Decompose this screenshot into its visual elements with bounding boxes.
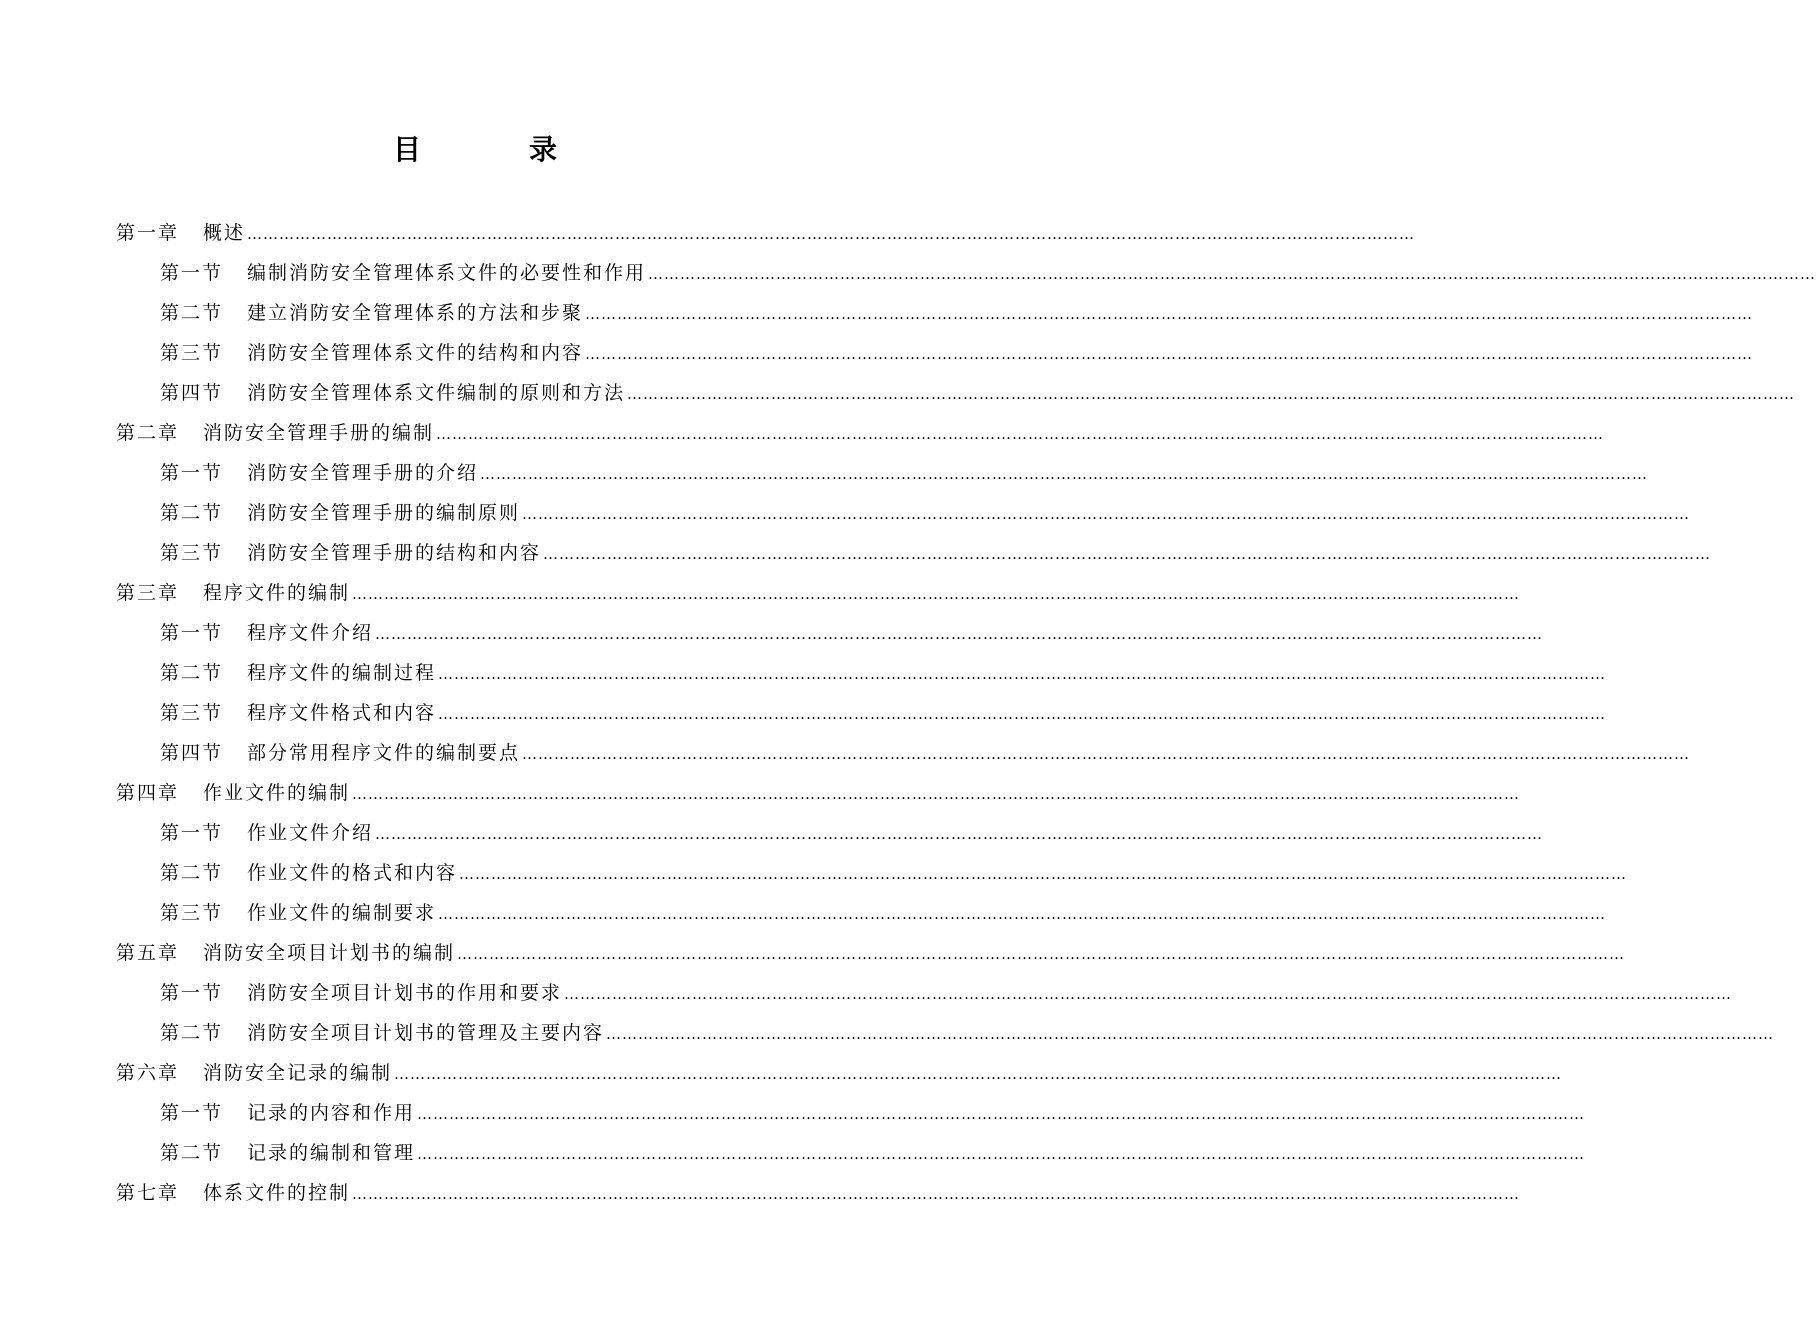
dot-leader: ………………………………………………………………………………………………………………………………………………………………………………………………… [522,505,1691,523]
section-title: 消防安全管理体系文件编制的原则和方法 [247,382,626,404]
toc-section-entry[interactable] [160,893,1607,933]
section-title: 建立消防安全管理体系的方法和步聚 [247,302,584,324]
section-number: 第一节 [160,822,224,844]
toc-chapter-entry[interactable] [116,213,1416,253]
chapter-title: 消防安全项目计划书的编制 [203,942,456,964]
section-number: 第二节 [160,502,224,524]
dot-leader: ………………………………………………………………………………………………………………………………………………………………………………………………… [375,825,1544,843]
chapter-title: 体系文件的控制 [203,1182,351,1204]
section-title: 消防安全项目计划书的作用和要求 [247,982,563,1004]
toc-section-entry[interactable] [160,813,1544,853]
toc-section-entry[interactable] [160,253,1816,293]
toc-chapter-entry[interactable] [116,1053,1563,1093]
dot-leader: ………………………………………………………………………………………………………………………………………………………………………………………………… [459,865,1628,883]
section-number: 第二节 [160,662,224,684]
toc-section-entry[interactable] [160,1013,1775,1053]
section-title: 作业文件介绍 [247,822,374,844]
dot-leader: ………………………………………………………………………………………………………………………………………………………………………………………………… [352,1185,1521,1203]
chapter-title: 消防安全管理手册的编制 [203,422,435,444]
section-number: 第一节 [160,262,224,284]
toc-section-entry[interactable] [160,693,1607,733]
dot-leader: ………………………………………………………………………………………………………………………………………………………………………………………………… [585,345,1754,363]
dot-leader: ………………………………………………………………………………………………………………………………………………………………………………………………… [417,1105,1586,1123]
section-number: 第二节 [160,302,224,324]
section-number: 第三节 [160,542,224,564]
chapter-title: 作业文件的编制 [203,782,351,804]
dot-leader: ………………………………………………………………………………………………………………………………………………………………………………………………… [522,745,1691,763]
section-title: 程序文件介绍 [247,622,374,644]
toc-section-entry[interactable] [160,493,1691,533]
page-title: 目 录 [392,133,597,166]
dot-leader: ………………………………………………………………………………………………………………………………………………………………………………………………… [585,305,1754,323]
toc-chapter-entry[interactable] [116,933,1626,973]
dot-leader: ………………………………………………………………………………………………………………………………………………………………………………………………… [247,225,1416,243]
chapter-title: 概述 [203,222,246,244]
toc-chapter-entry[interactable] [116,773,1521,813]
section-number: 第三节 [160,902,224,924]
dot-leader: ………………………………………………………………………………………………………………………………………………………………………………………………… [438,905,1607,923]
dot-leader: ………………………………………………………………………………………………………………………………………………………………………………………………… [436,425,1605,443]
section-title: 程序文件的编制过程 [247,662,437,684]
dot-leader: ………………………………………………………………………………………………………………………………………………………………………………………………… [457,945,1626,963]
dot-leader: ………………………………………………………………………………………………………………………………………………………………………………………………… [438,665,1607,683]
dot-leader: ………………………………………………………………………………………………………………………………………………………………………………………………… [627,385,1796,403]
dot-leader: ………………………………………………………………………………………………………………………………………………………………………………………………… [648,265,1816,283]
chapter-number: 第六章 [116,1062,180,1084]
dot-leader: ………………………………………………………………………………………………………………………………………………………………………………………………… [480,465,1649,483]
section-title: 作业文件的编制要求 [247,902,437,924]
toc-section-entry[interactable] [160,733,1691,773]
toc-section-entry[interactable] [160,293,1754,333]
dot-leader: ………………………………………………………………………………………………………………………………………………………………………………………………… [417,1145,1586,1163]
toc-chapter-entry[interactable] [116,1173,1521,1213]
section-title: 消防安全管理体系文件的结构和内容 [247,342,584,364]
dot-leader: ………………………………………………………………………………………………………………………………………………………………………………………………… [352,785,1521,803]
dot-leader: ………………………………………………………………………………………………………………………………………………………………………………………………… [606,1025,1775,1043]
toc-section-entry[interactable] [160,1133,1586,1173]
section-title: 记录的内容和作用 [247,1102,416,1124]
chapter-number: 第七章 [116,1182,180,1204]
section-title: 消防安全管理手册的介绍 [247,462,479,484]
toc-section-entry[interactable] [160,653,1607,693]
section-number: 第一节 [160,462,224,484]
section-title: 记录的编制和管理 [247,1142,416,1164]
dot-leader: ………………………………………………………………………………………………………………………………………………………………………………………………… [543,545,1712,563]
toc-section-entry[interactable] [160,1093,1586,1133]
section-title: 消防安全管理手册的编制原则 [247,502,521,524]
chapter-title: 程序文件的编制 [203,582,351,604]
toc-section-entry[interactable] [160,373,1796,413]
toc-chapter-entry[interactable] [116,573,1521,613]
dot-leader: ………………………………………………………………………………………………………………………………………………………………………………………………… [564,985,1733,1003]
toc-section-entry[interactable] [160,973,1733,1013]
dot-leader: ………………………………………………………………………………………………………………………………………………………………………………………………… [438,705,1607,723]
toc-section-entry[interactable] [160,613,1544,653]
chapter-number: 第三章 [116,582,180,604]
section-title: 作业文件的格式和内容 [247,862,458,884]
toc-section-entry[interactable] [160,453,1649,493]
section-title: 消防安全项目计划书的管理及主要内容 [247,1022,605,1044]
section-number: 第三节 [160,342,224,364]
section-number: 第四节 [160,382,224,404]
section-title: 编制消防安全管理体系文件的必要性和作用 [247,262,647,284]
chapter-title: 消防安全记录的编制 [203,1062,393,1084]
dot-leader: ………………………………………………………………………………………………………………………………………………………………………………………………… [352,585,1521,603]
dot-leader: ………………………………………………………………………………………………………………………………………………………………………………………………… [394,1065,1563,1083]
chapter-number: 第四章 [116,782,180,804]
toc-chapter-entry[interactable] [116,413,1605,453]
section-number: 第一节 [160,982,224,1004]
section-number: 第二节 [160,1022,224,1044]
chapter-number: 第二章 [116,422,180,444]
toc-section-entry[interactable] [160,333,1754,373]
section-number: 第二节 [160,862,224,884]
chapter-number: 第五章 [116,942,180,964]
section-title: 程序文件格式和内容 [247,702,437,724]
toc-section-entry[interactable] [160,533,1712,573]
section-number: 第二节 [160,1142,224,1164]
toc-section-entry[interactable] [160,853,1628,893]
chapter-number: 第一章 [116,222,180,244]
section-number: 第一节 [160,622,224,644]
section-number: 第四节 [160,742,224,764]
section-title: 部分常用程序文件的编制要点 [247,742,521,764]
section-number: 第三节 [160,702,224,724]
section-title: 消防安全管理手册的结构和内容 [247,542,542,564]
dot-leader: ………………………………………………………………………………………………………………………………………………………………………………………………… [375,625,1544,643]
section-number: 第一节 [160,1102,224,1124]
